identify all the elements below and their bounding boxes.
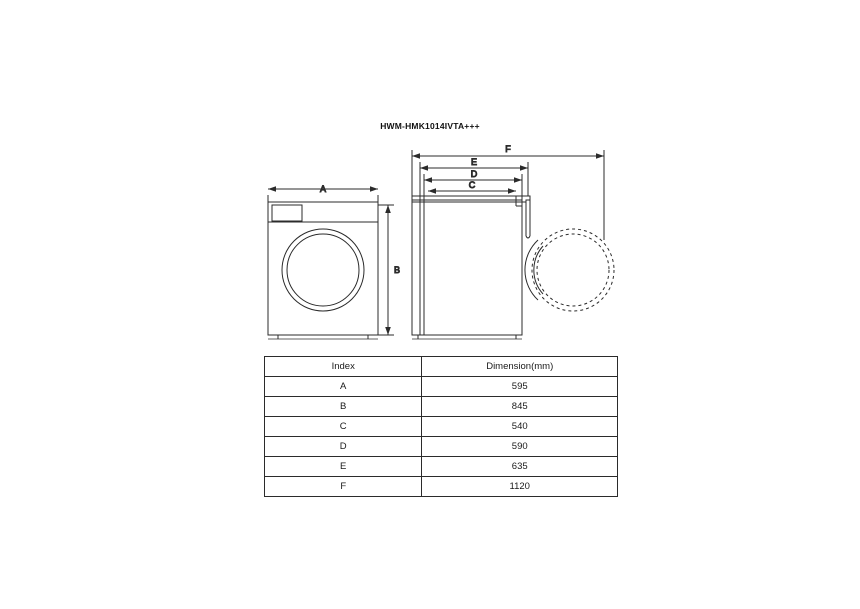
- dimension-label-f: F: [505, 144, 511, 154]
- table-cell-index: C: [265, 417, 422, 437]
- dimension-label-a: A: [319, 184, 327, 194]
- table-cell-dimension: 540: [422, 417, 618, 437]
- table-cell-dimension: 590: [422, 437, 618, 457]
- dimension-line-f: [412, 150, 604, 240]
- table-cell-dimension: 635: [422, 457, 618, 477]
- table-cell-index: A: [265, 377, 422, 397]
- page-title: HWM-HMK1014IVTA+++: [380, 121, 480, 131]
- table-cell-dimension: 595: [422, 377, 618, 397]
- table-header-row: [265, 357, 618, 377]
- door-open-solid-arc: [525, 240, 543, 300]
- table-row: [265, 377, 618, 397]
- side-body-outline: [412, 196, 522, 335]
- table-cell-index: F: [265, 477, 422, 497]
- door-inner-circle: [287, 234, 359, 306]
- table-row: [265, 397, 618, 417]
- table-header-dimension: Dimension(mm): [422, 357, 618, 377]
- table-cell-index: B: [265, 397, 422, 417]
- table-cell-index: E: [265, 457, 422, 477]
- door-outer-circle: [282, 229, 364, 311]
- dimension-label-d: D: [470, 169, 478, 179]
- table-cell-dimension: 1120: [422, 477, 618, 497]
- dimension-label-b: B: [394, 265, 401, 275]
- dimension-label-e: E: [470, 157, 478, 167]
- table-row: [265, 437, 618, 457]
- dimension-table: [264, 356, 618, 497]
- dimension-line-b: [378, 205, 394, 335]
- table-header-index: Index: [265, 357, 422, 377]
- table-cell-index: D: [265, 437, 422, 457]
- detergent-drawer: [272, 205, 302, 221]
- table-row: [265, 477, 618, 497]
- dimension-label-c: C: [468, 180, 476, 190]
- table-row: [265, 457, 618, 477]
- open-door-outline: [412, 196, 530, 238]
- table-cell-dimension: 845: [422, 397, 618, 417]
- table-row: [265, 417, 618, 437]
- door-open-dashed-circle: [532, 229, 614, 311]
